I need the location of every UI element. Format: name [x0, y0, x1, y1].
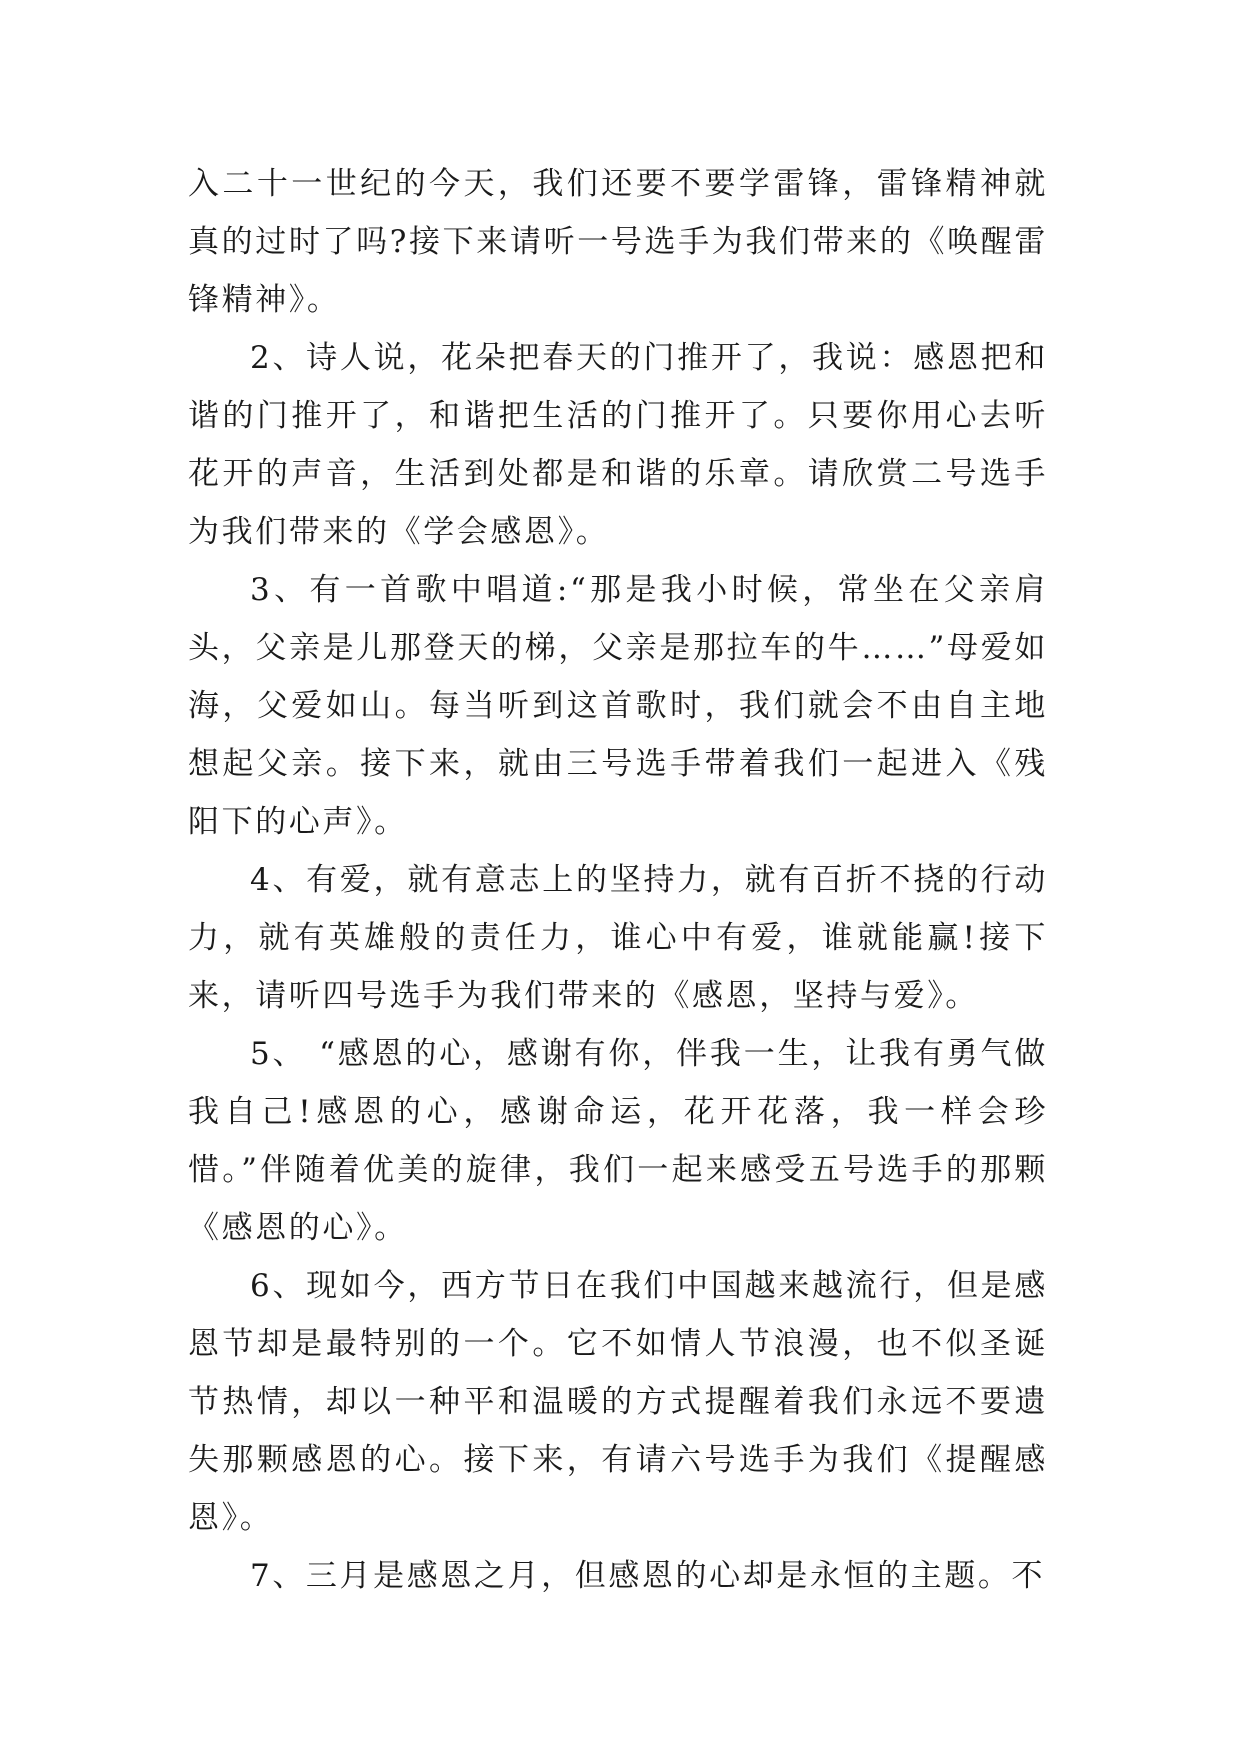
paragraph-6: 6、现如今，西方节日在我们中国越来越流行，但是感恩节却是最特别的一个。它不如情人节浪漫，也不似圣诞节热情，却以一种平和温暖的方式提醒着我们永远不要遗失那颗感恩的心。接下来，有请六号选手为我们《提醒感恩》。: [188, 1268, 1048, 1536]
paragraph-3: 3、有一首歌中唱道:“那是我小时候，常坐在父亲肩头，父亲是儿那登天的梯，父亲是那拉车的牛……”母爱如海，父爱如山。每当听到这首歌时，我们就会不由自主地想起父亲。接下来，就由三号选手带着我们一起进入《残阳下的心声》。: [188, 572, 1048, 840]
paragraph-4: 4、有爱，就有意志上的坚持力，就有百折不挠的行动力，就有英雄般的责任力，谁心中有爱，谁就能赢!接下来，请听四号选手为我们带来的《感恩，坚持与爱》。: [188, 862, 1048, 1014]
document-body: [188, 155, 1048, 1605]
paragraph-2: 2、诗人说，花朵把春天的门推开了，我说：感恩把和谐的门推开了，和谐把生活的门推开了。只要你用心去听花开的声音，生活到处都是和谐的乐章。请欣赏二号选手为我们带来的《学会感恩》。: [188, 340, 1048, 550]
paragraph-1: 入二十一世纪的今天，我们还要不要学雷锋，雷锋精神就真的过时了吗?接下来请听一号选手为我们带来的《唤醒雷锋精神》。: [188, 166, 1048, 318]
paragraph-5: 5、 “感恩的心，感谢有你，伴我一生，让我有勇气做我自己!感恩的心，感谢命运，花开花落，我一样会珍惜。”伴随着优美的旋律，我们一起来感受五号选手的那颗《感恩的心》。: [188, 1036, 1048, 1246]
paragraph-7: 7、三月是感恩之月，但感恩的心却是永恒的主题。不: [250, 1558, 1046, 1594]
